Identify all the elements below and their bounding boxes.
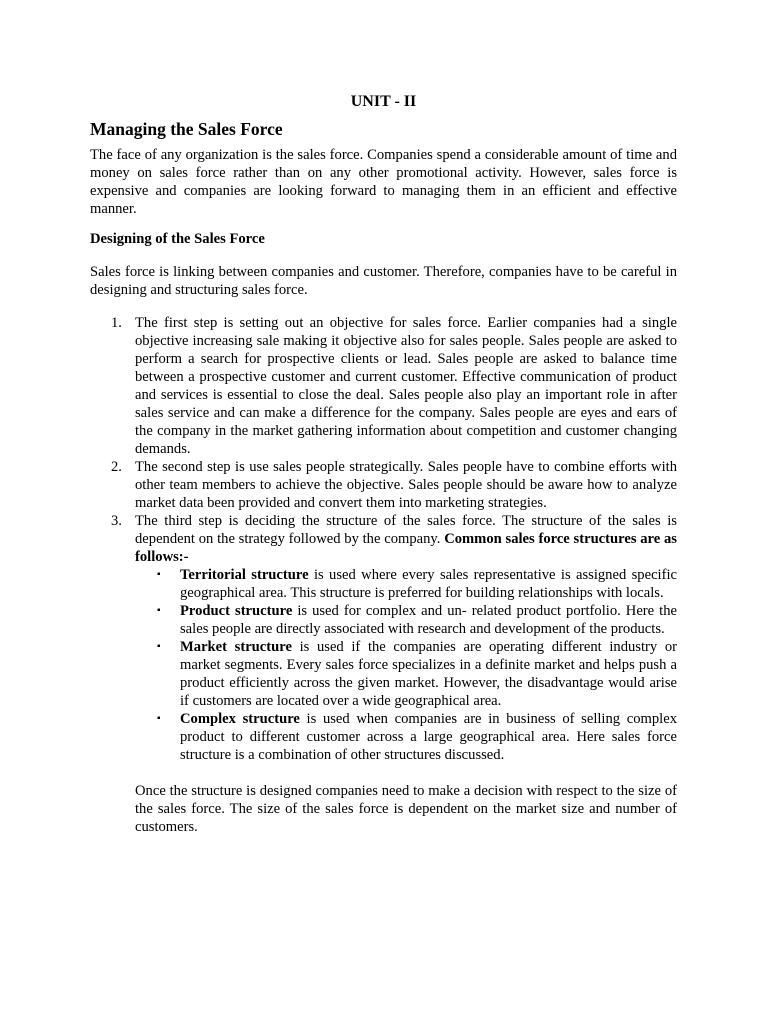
structure-term: Territorial structure xyxy=(180,567,309,583)
square-bullet-icon: ▪ xyxy=(157,569,161,580)
structure-item xyxy=(157,710,677,764)
step-bold-text: Common sales force structures are as follows:- xyxy=(135,531,677,565)
document-page xyxy=(90,92,677,836)
step-item xyxy=(111,314,677,458)
steps-list xyxy=(90,314,677,764)
structure-text: is used when companies are in business of selling complex product to different customer across a large geographical area. Here sales force structure is a combination of other structures discussed. xyxy=(180,711,677,763)
structure-item xyxy=(157,638,677,710)
closing-paragraph: Once the structure is designed companies need to make a decision with respect to the size of the sales force. The size of the sales force is dependent on the market size and number of customers. xyxy=(135,783,677,835)
step-item xyxy=(111,458,677,512)
square-bullet-icon: ▪ xyxy=(157,713,161,724)
unit-title: UNIT - II xyxy=(350,93,417,110)
square-bullet-icon: ▪ xyxy=(157,605,161,616)
step-number: 2. xyxy=(111,459,122,475)
intro-paragraph: The face of any organization is the sales force. Companies spend a considerable amount of time and money on sales force rather than on any other promotional activity. However, sales force is expensive and companies are looking forward to managing them in an efficient and effective manner. xyxy=(90,147,677,217)
step-text: The third step is deciding the structure of the sales force. The structure of the sales is dependent on the strategy followed by the company. xyxy=(135,513,677,547)
design-subtitle: Designing of the Sales Force xyxy=(90,231,265,247)
square-bullet-icon: ▪ xyxy=(157,641,161,652)
step-number: 3. xyxy=(111,513,122,529)
structure-text: is used where every sales representative is assigned specific geographical area. This structure is preferred for building relationships with locals. xyxy=(180,567,677,601)
structure-item xyxy=(157,566,677,602)
design-intro-paragraph: Sales force is linking between companies and customer. Therefore, companies have to be careful in designing and structuring sales force. xyxy=(90,264,677,298)
step-text: The second step is use sales people strategically. Sales people have to combine efforts with other team members to achieve the objective. Sales people should be aware how to analyze market data been provided and convert them into marketing strategies. xyxy=(135,459,677,511)
structure-text: is used for complex and un- related product portfolio. Here the sales people are directly associated with research and development of the products. xyxy=(180,603,677,637)
structure-term: Complex structure xyxy=(180,711,300,727)
structure-item xyxy=(157,602,677,638)
step-text: The first step is setting out an objective for sales force. Earlier companies had a single objective increasing sale making it objective also for sales people. Sales people are asked to perform a search for prospective clients or lead. Sales people are asked to balance time between a prospective customer and current customer. Effective communication of product and services is essential to close the deal. Sales people also play an important role in after sales service and can make a difference for the company. Sales people are eyes and ears of the company in the market gathering information about competition and customer changing demands. xyxy=(135,315,677,457)
structure-term: Product structure xyxy=(180,603,293,619)
step-item xyxy=(111,512,677,764)
section-title: Managing the Sales Force xyxy=(90,119,283,139)
step-number: 1. xyxy=(111,315,122,331)
structure-term: Market structure xyxy=(180,639,292,655)
structures-list xyxy=(135,566,677,764)
structure-text: is used if the companies are operating different industry or market segments. Every sales force specializes in a definite market and helps push a product efficiently across the given market. However, the disadvantage would arise if customers are located over a wide geographical area. xyxy=(180,639,677,709)
